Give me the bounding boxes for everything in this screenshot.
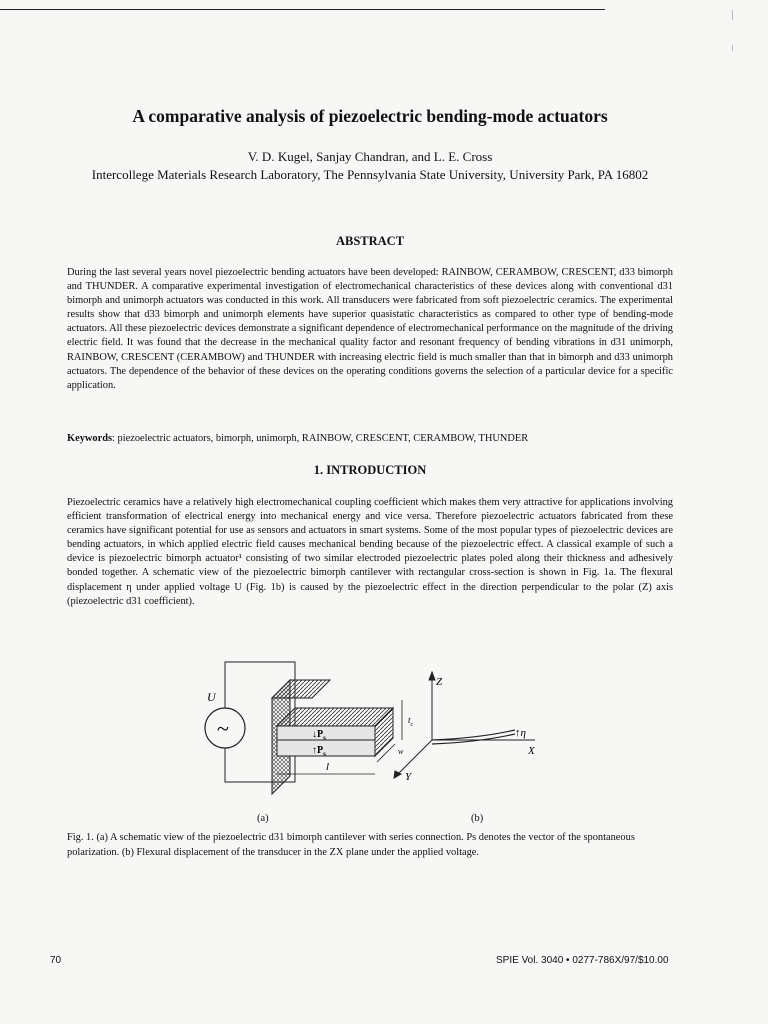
introduction-text: Piezoelectric ceramics have a relatively high electromechanical coupling coefficient which makes them very attractive for applications involving efficient transformation of electrical energy into mechanical energy and vice versa. Therefore piezoelectric actuators fabricated from these ceramics have significant potential for use as sensors and actuators in smart systems. Some of the most popular types of piezoelectric devices are bending actuators, in which applied electric field causes mechanical bending because of the piezoelectric effect. A classical example of such a device is piezoelectric bimorph actuator¹ consisting of two similar electroded piezoelectric plates poled along their thickness and adhesively bonded together. A schematic view of the piezoelectric bimorph cantilever with rectangular cross-section is shown in Fig. 1a. The flexural displacement η under applied voltage U (Fig. 1b) is caused by the piezoelectric effect in the direction perpendicular to the polar (Z) axis (piezoelectric d31 coefficient). [67, 497, 673, 607]
keywords-label: Keywords [67, 433, 113, 444]
authors: V. D. Kugel, Sanjay Chandran, and L. E. Cross [247, 149, 493, 164]
label-eta: ↑η [515, 727, 526, 739]
journal-info: SPIE Vol. 3040 • 0277-786X/97/$10.00 [496, 955, 669, 966]
paper-title: A comparative analysis of piezoelectric bending-mode actuators [132, 106, 608, 126]
figure-1-schematic [180, 658, 560, 800]
label-w: w [398, 747, 404, 756]
abstract-heading: ABSTRACT [335, 234, 405, 248]
bimorph-plates [277, 708, 393, 756]
figure-sublabel-a: (a) [257, 813, 269, 824]
keywords-text: : piezoelectric actuators, bimorph, unimorph, RAINBOW, CRESCENT, CERAMBOW, THUNDER [112, 433, 529, 444]
affiliation: Intercollege Materials Research Laboratory, The Pennsylvania State University, University Park, PA 16802 [91, 167, 649, 182]
deflected-beam [432, 730, 515, 744]
figure-sublabel-b: (b) [471, 813, 484, 824]
label-l: l [326, 761, 330, 773]
scan-edge-mark [732, 45, 733, 51]
label-z: Z [436, 676, 443, 688]
page-number: 70 [50, 955, 62, 966]
label-y: Y [405, 771, 412, 783]
label-tc: $t_c$ [408, 715, 414, 728]
coordinate-axes [394, 672, 535, 778]
label-ps-top: $↓P_s$ [312, 729, 326, 742]
introduction-heading: 1. INTRODUCTION [313, 463, 427, 477]
abstract-text: During the last several years novel piezoelectric bending actuators have been developed: RAINBOW, CERAMBOW, CRESCENT, d33 bimorph and THUNDER. A comparative experimental investigation of electromechanical characteristics of these devices along with conventional d31 bimorph and unimorph actuators was conducted in this work. All transducers were fabricated from soft piezoelectric ceramics. The experimental results show that d33 bimorph and unimorph elements have superior quasistatic characteristics as compared to other type of bending-mode actuators. All these piezoelectric devices demonstrate a significant dependence of electromechanical performance on the magnitude of the driving electric field. It was found that the decrease in the mechanical quality factor and resonant frequency of bending vibrations in d31 unimorph, RAINBOW, CRESCENT (CERAMBOW) and THUNDER with increasing electric field is much smaller than that in bimorph and d33 unimorph actuators. The dependence of the behavior of these devices on the operating conditions governs the selection of a particular device for a specific application. [67, 267, 673, 391]
label-ps-bottom: $↑P_s$ [312, 745, 326, 758]
scan-edge-mark [732, 10, 733, 20]
label-x: X [528, 745, 535, 757]
figure-caption: Fig. 1. (a) A schematic view of the piezoelectric d31 bimorph cantilever with series connection. Ps denotes the vector of the spontaneous polarization. (b) Flexural displacement of the transducer in the ZX plane under the applied voltage. [67, 832, 635, 858]
keywords [67, 433, 673, 444]
voltage-source-symbol: ~ [217, 716, 229, 741]
label-u: U [207, 690, 216, 704]
top-rule [0, 9, 605, 10]
